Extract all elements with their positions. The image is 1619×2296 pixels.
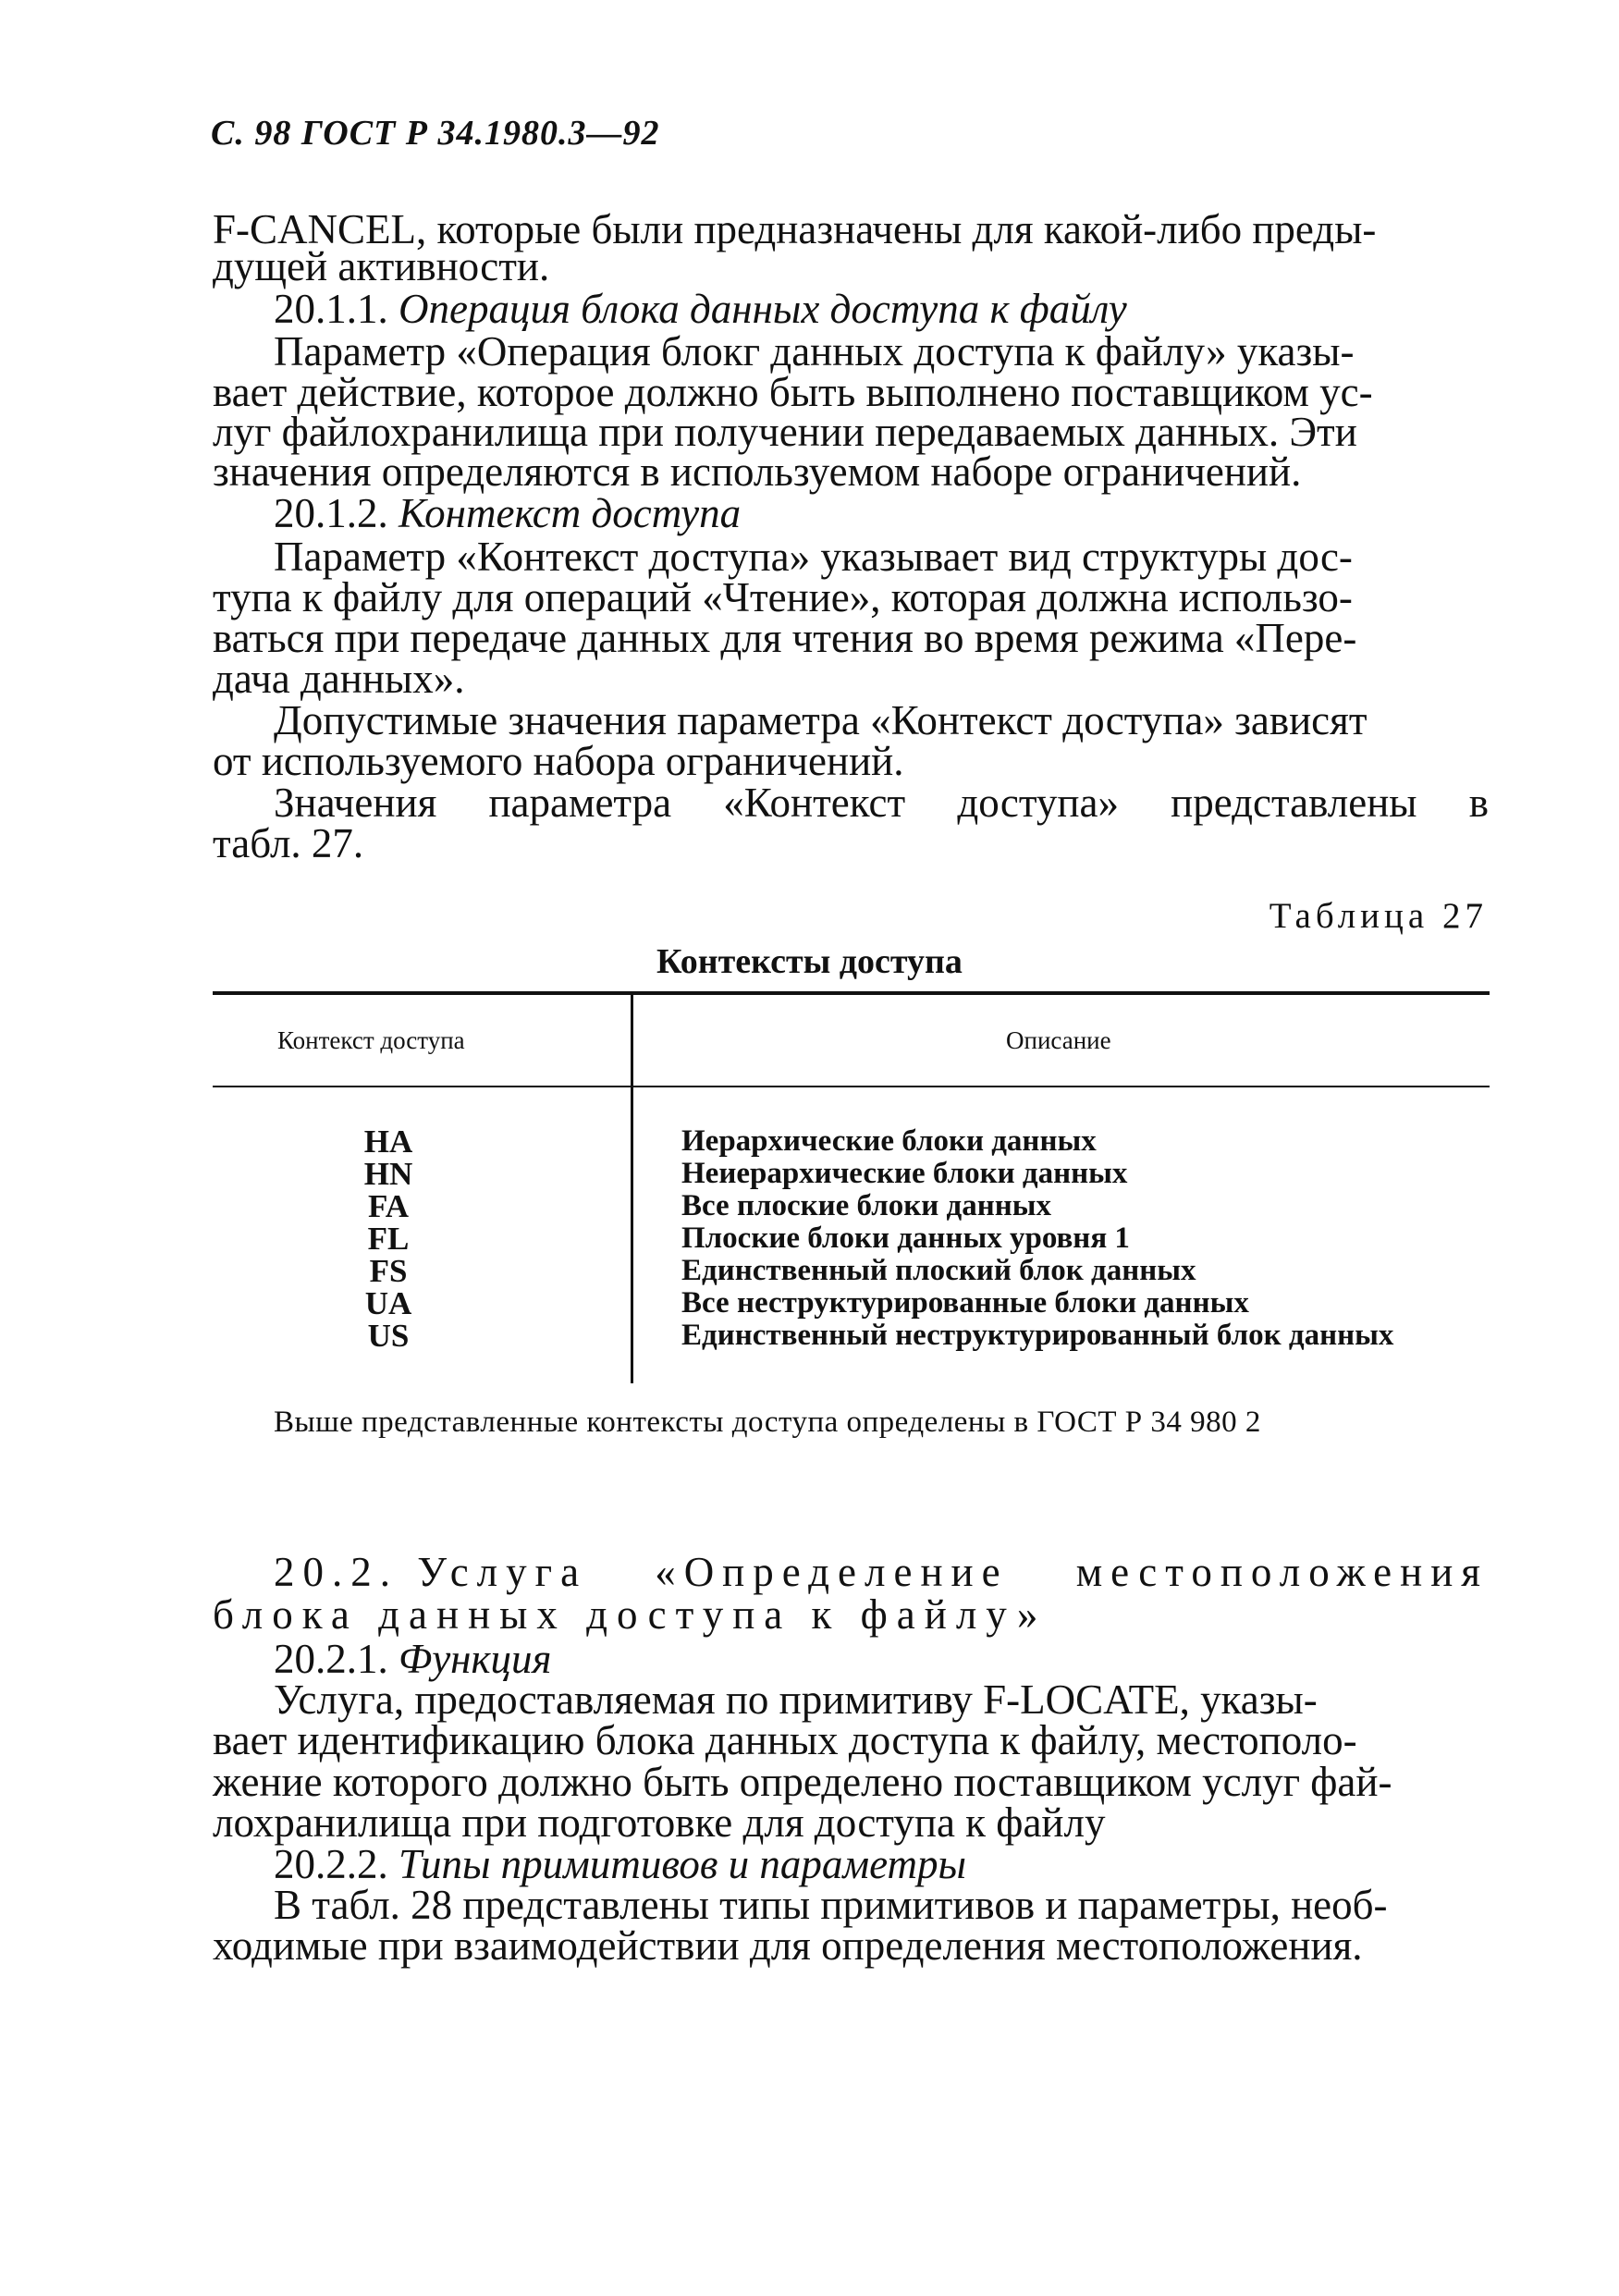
- paragraph-line: лохранилища при подготовке для доступа к файлу: [213, 1799, 1106, 1846]
- paragraph-line: табл. 27.: [213, 820, 364, 866]
- section-number: 20.1.2.: [274, 490, 388, 536]
- section-number: 20.1.1.: [274, 286, 388, 332]
- table-header-divider: [631, 995, 633, 1086]
- section-20-1-1-heading: [274, 285, 1127, 333]
- section-title: Контекст доступа: [399, 490, 742, 536]
- paragraph-line: луг файлохранилища при получении передаваемых данных. Эти: [213, 409, 1357, 455]
- intro-line-2: дущей активности.: [213, 243, 550, 289]
- section-20-1-2-heading: [274, 489, 741, 537]
- table-label: Таблица 27: [1269, 896, 1488, 936]
- table-title: Контексты доступа: [656, 942, 963, 981]
- table-row-code: FS: [369, 1253, 408, 1289]
- paragraph-line: тупа к файлу для операций «Чтение», которая должна использо-: [213, 574, 1353, 620]
- section-title: Функция: [399, 1636, 552, 1682]
- table-row-description: Единственный плоский блок данных: [681, 1254, 1196, 1287]
- table-note: Выше представленные контексты доступа определены в ГОСТ Р 34 980 2: [274, 1406, 1261, 1439]
- section-number: 20.2.1.: [274, 1636, 388, 1682]
- paragraph-line: от используемого набора ограничений.: [213, 738, 904, 784]
- table-row-description: Неиерархические блоки данных: [681, 1157, 1128, 1190]
- table-col-header-description: Описание: [1006, 1026, 1111, 1054]
- paragraph-line: вает идентификацию блока данных доступа к файлу, местополо-: [213, 1717, 1357, 1763]
- table-col-header-context: Контекст доступа: [277, 1026, 465, 1054]
- section-title: Операция блока данных доступа к файлу: [399, 286, 1127, 332]
- table-row-description: Все плоские блоки данных: [681, 1189, 1052, 1222]
- page-header: С. 98 ГОСТ Р 34.1980.3—92: [211, 114, 660, 153]
- section-number: 20.2.2.: [274, 1841, 388, 1887]
- intro-line-1: F-CANCEL, которые были предназначены для какой-либо преды-: [213, 206, 1377, 252]
- table-body-divider: [631, 1087, 633, 1383]
- paragraph-line: Параметр «Контекст доступа» указывает вид структуры дос-: [274, 534, 1353, 580]
- section-title: Типы примитивов и параметры: [399, 1841, 966, 1887]
- table-row-code: UA: [364, 1285, 412, 1321]
- table-row-description: Иерархические блоки данных: [681, 1124, 1097, 1158]
- table-header-rule: [213, 1086, 1490, 1087]
- table-top-rule: [213, 991, 1490, 995]
- table-row-description: Единственный неструктурированный блок данных: [681, 1319, 1394, 1352]
- paragraph-line: дача данных».: [213, 656, 465, 702]
- table-row-code: FA: [367, 1188, 410, 1224]
- table-row-description: Все неструктурированные блоки данных: [681, 1286, 1249, 1320]
- table-row-code: HA: [363, 1123, 413, 1160]
- paragraph-line: Допустимые значения параметра «Контекст доступа» зависят: [274, 697, 1368, 743]
- table-row-description: Плоские блоки данных уровня 1: [681, 1222, 1130, 1255]
- section-20-2-heading-line-2: блока данных доступа к файлу»: [213, 1591, 1048, 1638]
- table-row-code: FL: [367, 1221, 410, 1257]
- paragraph-line: Параметр «Операция блокг данных доступа к файлу» указы-: [274, 328, 1355, 374]
- paragraph-line: ваться при передаче данных для чтения во время режима «Пере-: [213, 615, 1357, 661]
- table-row-code: HN: [363, 1156, 413, 1192]
- paragraph-line: В табл. 28 представлены типы примитивов и параметры, необ-: [274, 1882, 1388, 1928]
- paragraph-line: Услуга, предоставляемая по примитиву F-LOCATE, указы-: [274, 1676, 1318, 1723]
- section-20-2-heading-line-1: 20.2. Услуга «Определение местоположения: [274, 1549, 1489, 1595]
- paragraph-line: ходимые при взаимодействии для определения местоположения.: [213, 1922, 1363, 1969]
- table-row-code: US: [367, 1318, 410, 1354]
- paragraph-line-justified: Значения параметра «Контекст доступа» представлены в: [274, 780, 1489, 826]
- paragraph-line: жение которого должно быть определено поставщиком услуг фай-: [213, 1759, 1392, 1805]
- paragraph-line: вает действие, которое должно быть выполнено поставщиком ус-: [213, 369, 1373, 415]
- paragraph-line: значения определяются в используемом наборе ограничений.: [213, 448, 1302, 495]
